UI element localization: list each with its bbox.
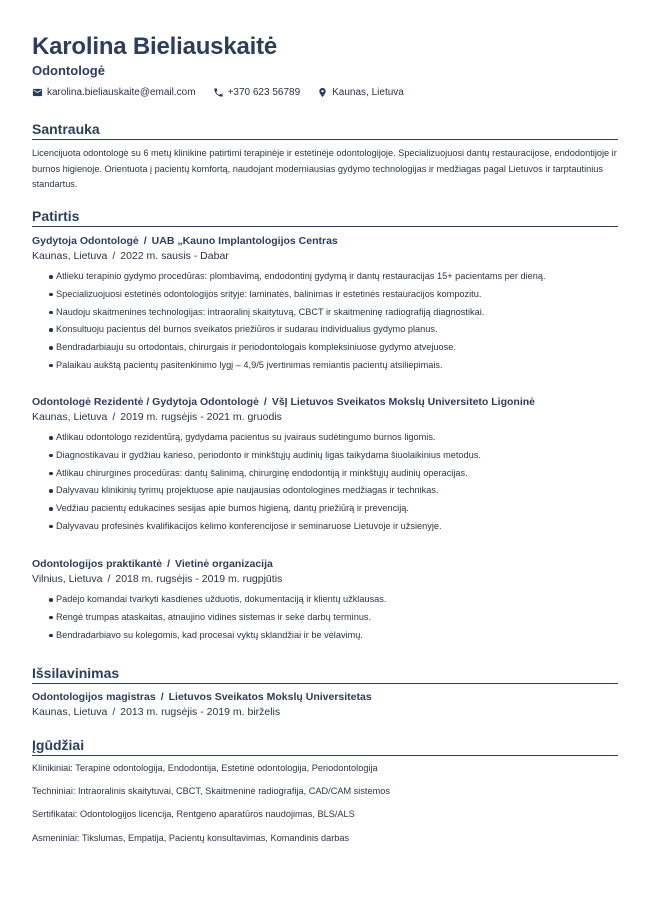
section-title-education: Išsilavinimas bbox=[32, 665, 618, 684]
job-meta bbox=[32, 572, 618, 587]
job-dates: 2019 m. rugsėjis - 2021 m. gruodis bbox=[120, 411, 282, 423]
skill-line: Klinikiniai: Terapinė odontologija, Endodontija, Estetinė odontologija, Periodontologija bbox=[32, 763, 378, 773]
email-text: karolina.bieliauskaite@email.com bbox=[47, 86, 196, 98]
job-company: UAB „Kauno Implantologijos Centras bbox=[151, 235, 338, 247]
list-item: Rengė trumpas ataskaitas, atnaujino vidines sistemas ir sekė darbų terminus. bbox=[49, 609, 618, 627]
list-item: Bendradarbiavo su kolegomis, kad procesai vyktų sklandžiai ir be vėlavimų. bbox=[49, 627, 618, 645]
job-dates: 2022 m. sausis - Dabar bbox=[120, 250, 229, 262]
map-pin-icon bbox=[317, 87, 328, 98]
job-location: Kaunas, Lietuva bbox=[32, 411, 108, 423]
list-item: Atlikau chirurgines procedūras: dantų šalinimą, chirurginę endodontiją ir minkštųjų audinių operacijas. bbox=[49, 465, 618, 483]
list-item: Diagnostikavau ir gydžiau karieso, periodonto ir minkštųjų audinių ligas taikydama šiuolaikinius metodus. bbox=[49, 447, 618, 465]
separator: / bbox=[112, 706, 116, 718]
location-text: Kaunas, Lietuva bbox=[332, 86, 404, 98]
separator: / bbox=[263, 396, 267, 408]
job-position: Gydytoja Odontologė bbox=[32, 235, 139, 247]
list-item: Palaikau aukštą pacientų pasitenkinimo lygį – 4,9/5 įvertinimas remiantis pacientų atsiliepimais. bbox=[49, 357, 618, 375]
section-title-summary: Santrauka bbox=[32, 121, 618, 140]
job-position: Odontologijos praktikantė bbox=[32, 558, 163, 570]
job-location: Vilnius, Lietuva bbox=[32, 573, 103, 585]
list-item: Konsultuoju pacientus dėl burnos sveikatos priežiūros ir sudarau individualius gydymo planus. bbox=[49, 321, 618, 339]
separator: / bbox=[107, 573, 111, 585]
list-item: Atlieku terapinio gydymo procedūras: plombavimą, endodontinį gydymą ir dantų restauracijas 15+ pacientams per dieną. bbox=[49, 268, 618, 286]
list-item: Atlikau odontologo rezidentūrą, gydydama pacientus su įvairaus sudėtingumo burnos ligomis. bbox=[49, 429, 618, 447]
education-degree: Odontologijos magistras bbox=[32, 691, 156, 703]
education-location: Kaunas, Lietuva bbox=[32, 706, 108, 718]
contact-email[interactable] bbox=[32, 87, 196, 98]
job-meta bbox=[32, 410, 618, 425]
list-item: Dalyvavau klinikinių tyrimų projektuose apie naujausias odontologines medžiagas ir technikas. bbox=[49, 482, 618, 500]
list-item: Dalyvavau profesinės kvalifikacijos kėlimo konferencijose ir seminaruose Lietuvoje ir užsienyje. bbox=[49, 518, 618, 536]
education-school: Lietuvos Sveikatos Mokslų Universitetas bbox=[168, 691, 372, 703]
separator: / bbox=[112, 411, 116, 423]
list-item: Bendradarbiauju su ortodontais, chirurgais ir periodontologais kompleksiniuose gydymo atvejuose. bbox=[49, 339, 618, 357]
section-title-skills: Įgūdžiai bbox=[32, 737, 618, 756]
candidate-role: Odontologė bbox=[32, 63, 105, 78]
job-heading bbox=[32, 395, 618, 410]
summary-text: Licencijuota odontologė su 6 metų klinikine patirtimi terapinėje ir estetinėje odontologijoje. Specializuojuosi dantų restauracijose, endodontijoje ir burnos higienoje. Orientuota į pacientų komfortą, naudojant moderniausias gydymo technologijas ir medžiagas pagal Lietuvos ir tarptautinius standartus. bbox=[32, 148, 617, 189]
experience-entry bbox=[32, 557, 618, 644]
contact-phone[interactable] bbox=[213, 87, 301, 98]
skill-line: Techniniai: Intraoralinis skaitytuvai, CBCT, Skaitmeninė radiografija, CAD/CAM sistemos bbox=[32, 786, 390, 796]
contact-bar bbox=[32, 85, 421, 99]
job-dates: 2018 m. rugsėjis - 2019 m. rugpjūtis bbox=[115, 573, 283, 585]
list-item: Padėjo komandai tvarkyti kasdienes užduotis, dokumentaciją ir klientų užklausas. bbox=[49, 591, 618, 609]
education-heading bbox=[32, 690, 618, 705]
separator: / bbox=[143, 235, 147, 247]
skill-line: Sertifikatai: Odontologijos licencija, Rentgeno aparatūros naudojimas, BLS/ALS bbox=[32, 809, 355, 819]
list-item: Specializuojuosi estetinės odontologijos srityje: laminatės, balinimas ir estetinės restauracijos kompozitu. bbox=[49, 286, 618, 304]
skill-line: Asmeniniai: Tikslumas, Empatija, Pacientų konsultavimas, Komandinis darbas bbox=[32, 833, 350, 843]
job-heading bbox=[32, 234, 618, 249]
education-dates: 2013 m. rugsėjis - 2019 m. birželis bbox=[120, 706, 281, 718]
job-bullets bbox=[49, 429, 618, 536]
contact-location bbox=[317, 87, 404, 98]
section-title-experience: Patirtis bbox=[32, 208, 618, 227]
job-bullets bbox=[49, 591, 618, 644]
job-heading bbox=[32, 557, 618, 572]
experience-entry bbox=[32, 234, 618, 375]
education-meta bbox=[32, 705, 618, 720]
job-company: VšĮ Lietuvos Sveikatos Mokslų Universiteto Ligoninė bbox=[271, 396, 535, 408]
separator: / bbox=[160, 691, 164, 703]
job-meta bbox=[32, 249, 618, 264]
separator: / bbox=[167, 558, 171, 570]
separator: / bbox=[112, 250, 116, 262]
job-bullets bbox=[49, 268, 618, 375]
job-company: Vietinė organizacija bbox=[175, 558, 273, 570]
job-location: Kaunas, Lietuva bbox=[32, 250, 108, 262]
list-item: Naudoju skaitmenines technologijas: intraoralinį skaitytuvą, CBCT ir skaitmeninę radiografiją diagnostikai. bbox=[49, 304, 618, 322]
candidate-name: Karolina Bieliauskaitė bbox=[32, 33, 278, 60]
phone-icon bbox=[213, 87, 224, 98]
experience-entry bbox=[32, 395, 618, 536]
education-entry bbox=[32, 690, 618, 720]
mail-icon bbox=[32, 87, 43, 98]
list-item: Vedžiau pacientų edukacines sesijas apie burnos higieną, dantų priežiūrą ir prevenciją. bbox=[49, 500, 618, 518]
job-position: Odontologė Rezidentė / Gydytoja Odontologė bbox=[32, 396, 259, 408]
phone-text: +370 623 56789 bbox=[227, 86, 301, 98]
